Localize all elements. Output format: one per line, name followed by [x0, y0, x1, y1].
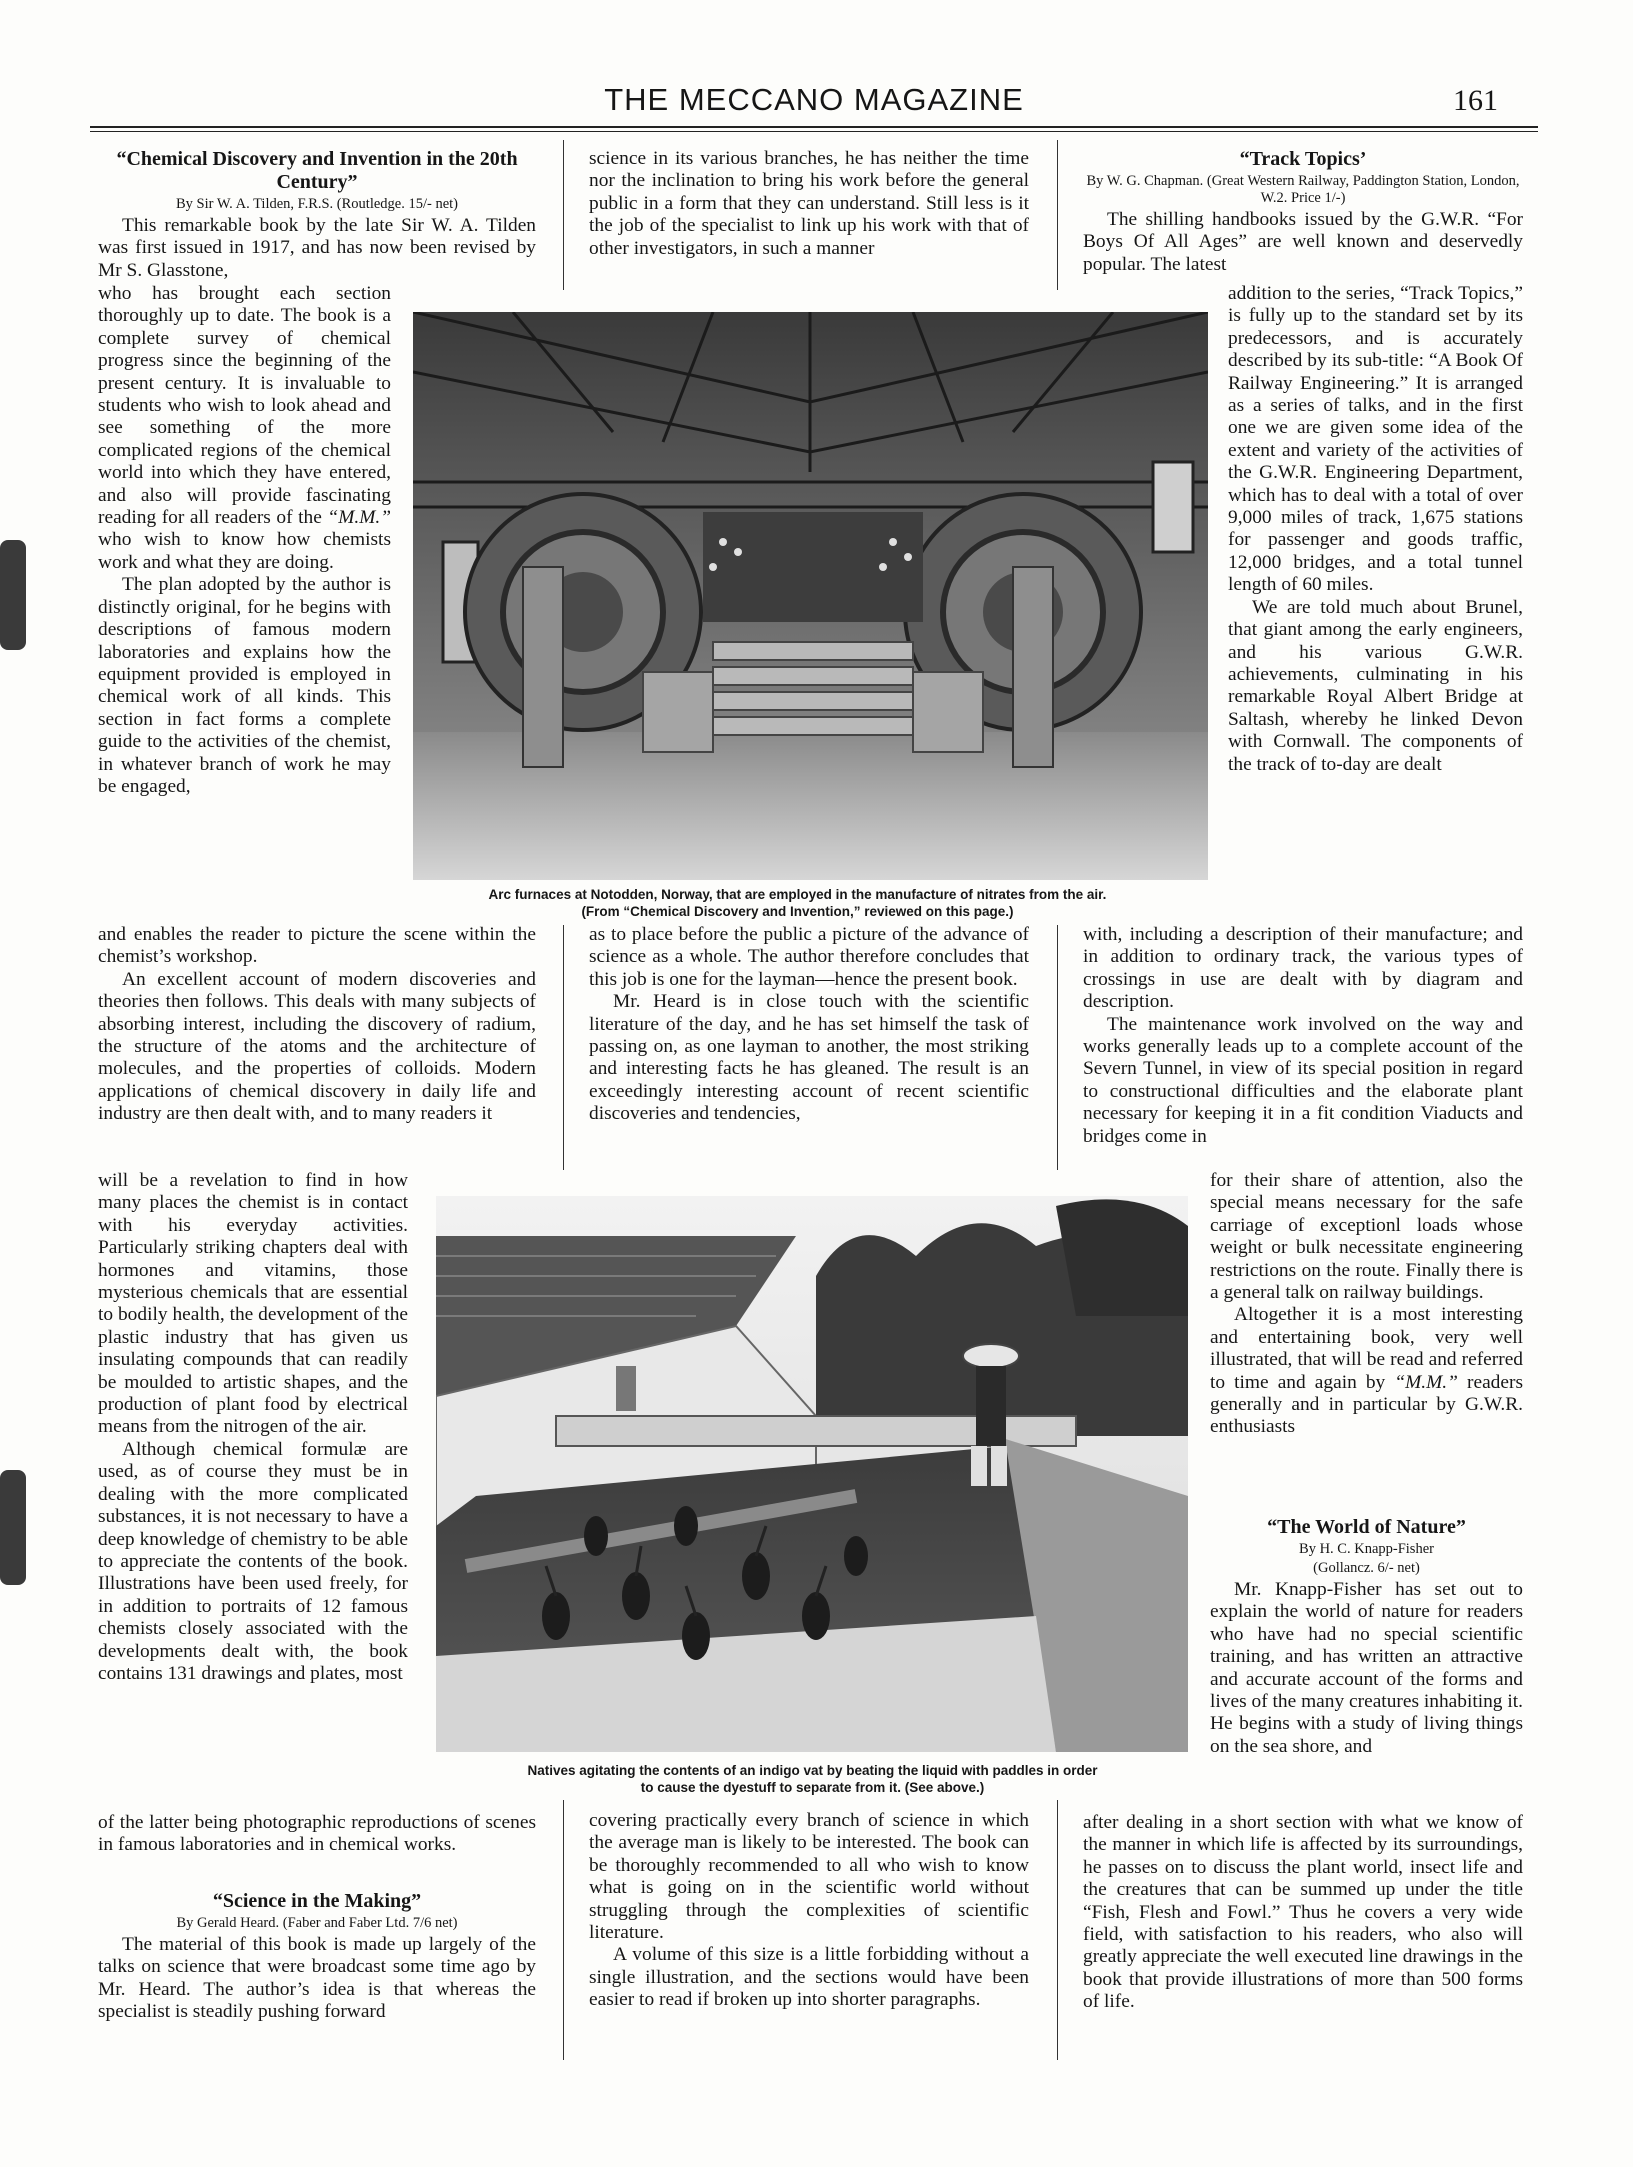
header-rule [90, 131, 1538, 132]
paragraph: science in its various branches, he has neither the time nor the inclination to bring his work before the general public in a form that they can understand. Still less is it the job of the specialist to link up his work with that of other investigators, in such a manner [589, 148, 1029, 259]
review-science-in-the-making [98, 1890, 536, 2024]
column-divider [1057, 140, 1058, 290]
paragraph: Altogether it is a most interesting and entertaining book, very well illustrated, that will be read and referred to time and again by “M.M.” readers generally and in particular by G.W.R. enthusiasts [1210, 1304, 1523, 1438]
review-title: “The World of Nature” [1267, 1516, 1466, 1538]
indigo-vat-caption [420, 1762, 1205, 1796]
review-title: “Chemical Discovery and Invention in the 20th Century” [116, 148, 518, 193]
paragraph: A volume of this size is a little forbidding without a single illustration, and the sections would have been easier to read if broken up into shorter paragraphs. [589, 1944, 1029, 2011]
column-divider [563, 925, 564, 1170]
caption-line: (From “Chemical Discovery and Invention,” reviewed on this page.) [581, 904, 1014, 919]
paragraph: as to place before the public a picture of the advance of science as a whole. The author therefore concludes that this job is one for the layman—hence the present book. [589, 924, 1029, 990]
paragraph: We are told much about Brunel, that giant among the early engineers, and his various G.W.R. achievements, culminating in his remarkable Royal Albert Bridge at Saltash, whereby he linked Devon with Cornwall. The components of the track of to-day are dealt [1228, 596, 1523, 775]
review-science-cont2 [589, 924, 1029, 1126]
review-chemical-discovery-end [98, 1812, 536, 1857]
paragraph: Mr. Heard is in close touch with the scientific literature of the day, and he has set himself the task of passing on, as one layman to another, the most striking and interesting facts he has gleaned. The result is an exceedingly interesting account of recent scientific discoveries and tendencies, [589, 991, 1029, 1125]
paragraph: The maintenance work involved on the way and works generally leads up to a complete account of the Severn Tunnel, in view of its special position in regard to constructional difficulties and the elaborate plant necessary for keeping it in a fit condition Viaducts and bridges come in [1083, 1013, 1523, 1147]
paragraph: Although chemical formulæ are used, as of course they must be in dealing with the more complicated substances, it is not necessary to have a deep knowledge of chemistry to be able to appreciate the contents of the book. Illustrations have been used freely, for in addition to portraits of 12 famous chemists closely associated with the developments dealt with, the book contains 131 drawings and plates, most [98, 1438, 408, 1684]
paragraph: for their share of attention, also the special means necessary for the safe carriage of exceptionl loads whose weight or bulk necessitate engineering restrictions on the route. Finally there is a general talk on railway buildings. [1210, 1170, 1523, 1304]
review-title: “Science in the Making” [212, 1890, 422, 1912]
review-track-topics-cont [1083, 924, 1523, 1148]
caption-line: to cause the dyestuff to separate from it. (See above.) [640, 1780, 985, 1795]
review-byline-publisher: (Gollancz. 6/- net) [1313, 1560, 1420, 1576]
review-science-cont [589, 148, 1029, 260]
paragraph: of the latter being photographic reproductions of scenes in famous laboratories and in chemical works. [98, 1812, 536, 1856]
review-byline: By H. C. Knapp-Fisher [1299, 1541, 1434, 1557]
paragraph: who has brought each section thoroughly up to date. The book is a complete survey of chemical progress since the beginning of the present century. It is invaluable to students who wish to look ahead and see something of the more complicated regions of the chemical world into which they have entered, and also will provide fascinating reading for all readers of the “M.M.” who wish to know how chemists work and what they are doing. [98, 283, 391, 573]
review-track-topics-wrap [1228, 283, 1523, 776]
paragraph: The plan adopted by the author is distinctly original, for he begins with descriptions of famous modern laboratories and explains how the equipment provided is employed in chemical work of all kinds. This section in fact forms a complete guide to the activities of the chemist, in whatever branch of work he may be engaged, [98, 574, 391, 797]
review-chemical-discovery-wrap [98, 283, 391, 798]
paragraph: after dealing in a short section with what we know of the manner in which life is affected by its surroundings, he passes on to discuss the plant world, insect life and the creatures that can be summed up under the title “Fish, Flesh and Fowl.” Thus he covers a very wide field, with satisfaction to his readers, who also will greatly appreciate the well executed line drawings in the book that provide illustrations of more than 500 forms of life. [1083, 1812, 1523, 2013]
paragraph: The material of this book is made up largely of the talks on science that were broadcast some time ago by Mr. Heard. The author’s idea is that whereas the specialist is steadily pushing forward [98, 1934, 536, 2023]
arc-furnace-caption [380, 886, 1215, 920]
review-byline: By Gerald Heard. (Faber and Faber Ltd. 7/6 net) [176, 1915, 458, 1931]
paragraph: This remarkable book by the late Sir W. A. Tilden was first issued in 1917, and has now been revised by Mr S. Glasstone, [98, 215, 536, 281]
magazine-title: THE MECCANO MAGAZINE [604, 82, 1024, 117]
review-chemical-discovery [98, 148, 536, 282]
caption-line: Natives agitating the contents of an indigo vat by beating the liquid with paddles in order [527, 1763, 1098, 1778]
review-science-cont3 [589, 1810, 1029, 2012]
review-track-topics [1083, 148, 1523, 276]
paragraph: addition to the series, “Track Topics,” is fully up to the standard set by its predecessors, and is accurately described by its sub-title: “A Book Of Railway Engineering.” It is arranged as a series of talks, and in the first one we are given some idea of the extent and variety of the activities of the G.W.R. Engineering Department, which has to deal with a total of over 9,000 miles of track, 1,675 stations for passenger and goods traffic, 12,000 bridges, and a total tunnel length of 60 miles. [1228, 283, 1523, 596]
paragraph: covering practically every branch of science in which the average man is likely to be interested. The book can be thoroughly recommended to all who wish to know what is going on in the scientific world without struggling through the complexities of scientific literature. [589, 1810, 1029, 1944]
caption-line: Arc furnaces at Notodden, Norway, that are employed in the manufacture of nitrates from the air. [488, 887, 1107, 902]
column-divider [563, 140, 564, 290]
paragraph: will be a revelation to find in how many places the chemist is in contact with his everyday activities. Particularly striking chapters deal with hormones and vitamins, those mysterious chemicals that are essential to bodily health, the development of the plastic industry that has given us insulating compounds that can readily be moulded to artistic shapes, and the production of plant food by electrical means from the nitrogen of the air. [98, 1170, 408, 1438]
page-number: 161 [1453, 84, 1498, 117]
review-world-of-nature [1210, 1516, 1523, 1758]
page-header [90, 82, 1538, 122]
review-track-topics-cont2 [1210, 1170, 1523, 1439]
review-byline: By Sir W. A. Tilden, F.R.S. (Routledge. 15/- net) [175, 196, 459, 212]
review-chemical-discovery-cont [98, 924, 536, 1126]
paragraph: Mr. Knapp-Fisher has set out to explain the world of nature for readers who have had no special scientific training, and has written an attractive and accurate account of the forms and lives of the many creatures inhabiting it. He begins with a study of living things on the sea shore, and [1210, 1579, 1523, 1757]
header-rule [90, 126, 1538, 128]
column-divider [1057, 925, 1058, 1170]
paragraph: and enables the reader to picture the scene within the chemist’s workshop. [98, 924, 536, 968]
scan-edge-mark [0, 540, 26, 650]
paragraph: with, including a description of their manufacture; and in addition to ordinary track, the various types of crossings in use are dealt with by diagram and description. [1083, 924, 1523, 1013]
paragraph: An excellent account of modern discoveries and theories then follows. This deals with many subjects of absorbing interest, including the discovery of radium, the structure of the atoms and the architecture of molecules, and the properties of colloids. Modern applications of chemical discovery in daily life and industry are then dealt with, and to many readers it [98, 968, 536, 1125]
paragraph: The shilling handbooks issued by the G.W.R. “For Boys Of All Ages” are well known and deservedly popular. The latest [1083, 209, 1523, 275]
arc-furnace-photo [413, 312, 1208, 880]
column-divider [563, 1800, 564, 2060]
review-title: “Track Topics’ [1239, 148, 1367, 170]
review-byline: By W. G. Chapman. (Great Western Railway, Paddington Station, London, W.2. Price 1/-) [1086, 173, 1520, 206]
column-divider [1057, 1800, 1058, 2060]
scan-edge-mark [0, 1470, 26, 1585]
indigo-vat-illustration [436, 1196, 1188, 1752]
indigo-vat-photo [436, 1196, 1188, 1752]
arc-furnace-illustration [413, 312, 1208, 880]
review-world-of-nature-cont [1083, 1812, 1523, 2014]
review-chemical-discovery-cont2 [98, 1170, 408, 1685]
